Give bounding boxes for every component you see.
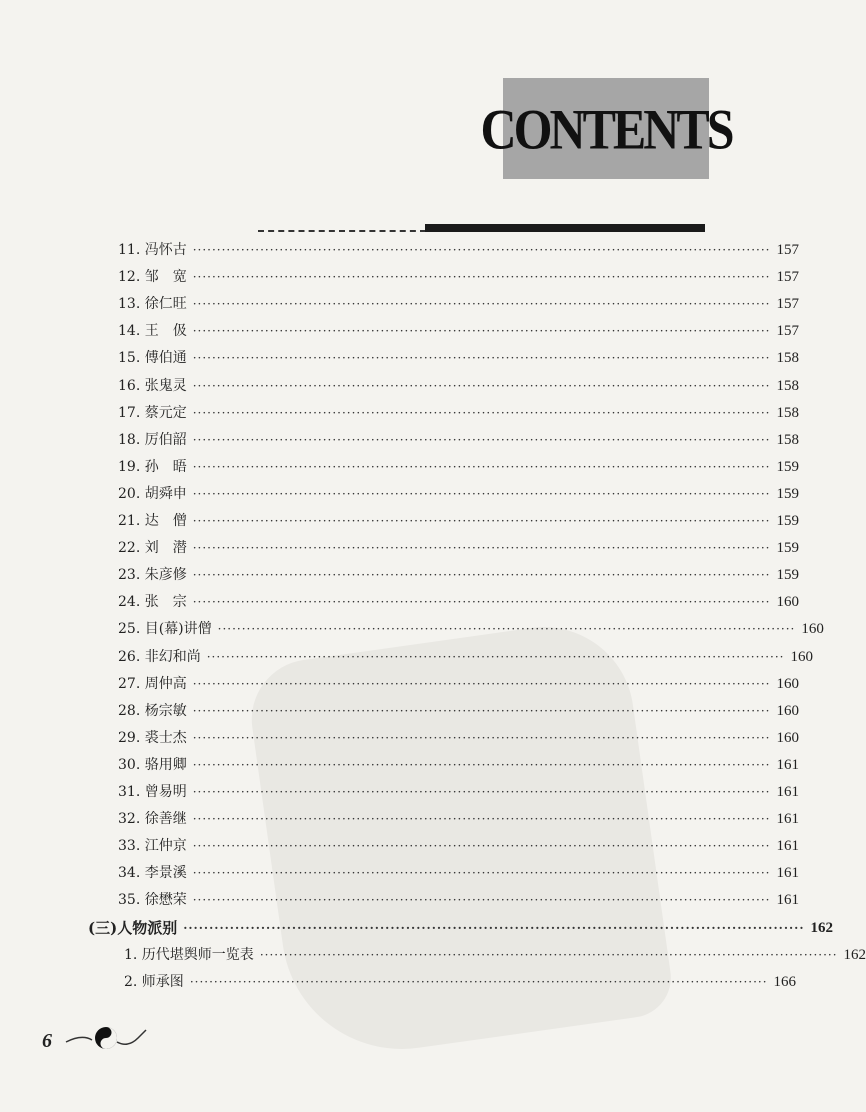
toc-entry-label: 19. 孙 晤 bbox=[118, 458, 187, 475]
dot-leader: ························································································································ bbox=[192, 568, 771, 583]
toc-entry-label: 16. 张鬼灵 bbox=[118, 377, 187, 394]
toc-entry-page: 157 bbox=[776, 242, 799, 258]
dot-leader: ························································································································ bbox=[192, 866, 771, 881]
toc-entry-label: 14. 王 伋 bbox=[118, 323, 187, 340]
yin-yang-icon bbox=[62, 1016, 152, 1056]
dot-leader: ························································································································ bbox=[217, 622, 796, 637]
toc-entry-page: 161 bbox=[776, 811, 799, 828]
toc-entry[interactable] bbox=[118, 508, 799, 534]
dot-leader: ························································································································ bbox=[192, 270, 771, 285]
toc-entry-page: 159 bbox=[776, 485, 799, 502]
toc-entry-page: 161 bbox=[776, 784, 799, 800]
toc-entry[interactable] bbox=[118, 752, 799, 778]
dot-leader: ························································································································ bbox=[192, 785, 771, 799]
toc-entry[interactable] bbox=[118, 400, 799, 426]
toc-entry-label: 21. 达 僧 bbox=[118, 513, 187, 529]
toc-subentry[interactable] bbox=[124, 942, 866, 968]
toc-entry[interactable] bbox=[118, 644, 813, 670]
toc-entry-label: 13. 徐仁旺 bbox=[118, 296, 187, 313]
toc-entry-label: 34. 李景溪 bbox=[118, 865, 187, 882]
toc-entry[interactable] bbox=[118, 318, 799, 344]
page-number: 6 bbox=[42, 1030, 52, 1052]
dot-leader: ························································································································ bbox=[192, 297, 771, 312]
dot-leader: ························································································································ bbox=[259, 947, 838, 962]
toc-entry[interactable] bbox=[118, 264, 799, 290]
toc-entry-page: 161 bbox=[776, 756, 799, 773]
toc-entry-page: 158 bbox=[776, 431, 799, 448]
toc-entry[interactable] bbox=[118, 427, 799, 453]
dot-leader: ························································································································ bbox=[206, 649, 785, 664]
toc-entry-page: 162 bbox=[810, 919, 834, 936]
toc-entry-label: 23. 朱彦修 bbox=[118, 567, 187, 584]
toc-entry[interactable] bbox=[118, 860, 799, 886]
toc-section[interactable] bbox=[88, 915, 834, 941]
toc-entry-label: 28. 杨宗敏 bbox=[118, 702, 187, 719]
toc-entry-page: 160 bbox=[776, 675, 799, 692]
toc-entry-page: 160 bbox=[776, 729, 799, 746]
dot-leader: ························································································································ bbox=[192, 730, 771, 745]
toc-entry[interactable] bbox=[118, 806, 799, 832]
dot-leader: ························································································································ bbox=[192, 514, 771, 528]
toc-entry-page: 161 bbox=[776, 865, 799, 882]
dot-leader: ························································································································ bbox=[183, 920, 805, 935]
toc-entry-page: 166 bbox=[773, 973, 797, 990]
dot-leader: ························································································································ bbox=[192, 839, 771, 854]
dot-leader: ························································································································ bbox=[192, 893, 771, 908]
toc-entry-label: 25. 目(幕)讲僧 bbox=[118, 621, 212, 638]
toc-entry[interactable] bbox=[118, 725, 799, 751]
toc-entry-page: 160 bbox=[776, 702, 799, 719]
toc-entry-label: 33. 江仲京 bbox=[118, 838, 187, 855]
dot-leader: ························································································································ bbox=[192, 243, 771, 257]
toc-entry-label: (三)人物派别 bbox=[88, 918, 178, 937]
solid-rule bbox=[425, 224, 705, 232]
dot-leader: ························································································································ bbox=[192, 676, 771, 691]
dot-leader: ························································································································ bbox=[192, 812, 771, 827]
toc-entry[interactable] bbox=[118, 698, 799, 724]
toc-entry[interactable] bbox=[118, 237, 799, 263]
toc-entry[interactable] bbox=[118, 671, 799, 697]
toc-entry-page: 160 bbox=[790, 648, 813, 665]
toc-entry-label: 35. 徐懋荣 bbox=[118, 892, 187, 909]
dot-leader: ························································································································ bbox=[192, 541, 771, 556]
toc-entry-page: 158 bbox=[776, 404, 799, 421]
toc-entry-label: 31. 曾易明 bbox=[118, 784, 187, 800]
toc-entry-page: 158 bbox=[776, 350, 799, 367]
dot-leader: ························································································································ bbox=[192, 405, 771, 420]
toc-entry-label: 15. 傅伯通 bbox=[118, 350, 187, 367]
toc-entry-label: 20. 胡舜申 bbox=[118, 485, 187, 502]
toc-entry-page: 160 bbox=[801, 621, 824, 638]
toc-entry-label: 26. 非幻和尚 bbox=[118, 648, 201, 665]
toc-entry-page: 158 bbox=[776, 377, 799, 394]
toc-entry-label: 17. 蔡元定 bbox=[118, 404, 187, 421]
dot-leader: ························································································································ bbox=[192, 378, 771, 393]
toc-entry-page: 161 bbox=[776, 892, 799, 909]
toc-entry-label: 12. 邹 宽 bbox=[118, 269, 187, 286]
toc-entry[interactable] bbox=[118, 589, 799, 615]
toc-entry-label: 32. 徐善继 bbox=[118, 811, 187, 828]
dot-leader: ························································································································ bbox=[192, 595, 771, 610]
toc-entry-label: 27. 周仲高 bbox=[118, 675, 187, 692]
dot-leader: ························································································································ bbox=[192, 459, 771, 474]
toc-entry[interactable] bbox=[118, 887, 799, 913]
dot-leader: ························································································································ bbox=[192, 703, 771, 718]
toc-entry-page: 159 bbox=[776, 567, 799, 584]
toc-entry-page: 157 bbox=[776, 323, 799, 340]
dot-leader: ························································································································ bbox=[192, 757, 771, 772]
toc-entry-label: 2. 师承图 bbox=[124, 973, 184, 990]
toc-entry-page: 157 bbox=[776, 296, 799, 313]
toc-entry-label: 18. 厉伯韶 bbox=[118, 431, 187, 448]
toc-entry[interactable] bbox=[118, 481, 799, 507]
page-title: CONTENTS bbox=[480, 96, 732, 161]
toc-entry[interactable] bbox=[118, 373, 799, 399]
toc-subentry[interactable] bbox=[124, 969, 797, 995]
toc-entry[interactable] bbox=[118, 562, 799, 588]
toc-entry-label: 30. 骆用卿 bbox=[118, 756, 187, 773]
toc-entry[interactable] bbox=[118, 779, 799, 805]
toc-entry-label: 22. 刘 潜 bbox=[118, 540, 187, 557]
dot-leader: ························································································································ bbox=[192, 486, 771, 501]
toc-entry[interactable] bbox=[118, 833, 799, 859]
toc-entry[interactable] bbox=[118, 535, 799, 561]
toc-entry[interactable] bbox=[118, 454, 799, 480]
toc-entry-label: 11. 冯怀古 bbox=[118, 242, 187, 258]
toc-entry[interactable] bbox=[118, 291, 799, 317]
toc-entry-label: 1. 历代堪舆师一览表 bbox=[124, 946, 254, 963]
toc-entry-page: 157 bbox=[776, 269, 799, 286]
toc-entry-label: 24. 张 宗 bbox=[118, 594, 187, 611]
toc-entry[interactable] bbox=[118, 616, 824, 642]
toc-entry-label: 29. 裘士杰 bbox=[118, 729, 187, 746]
dot-leader: ························································································································ bbox=[189, 974, 768, 989]
dot-leader: ························································································································ bbox=[192, 324, 771, 339]
toc-entry-page: 159 bbox=[776, 458, 799, 475]
toc-entry-page: 161 bbox=[776, 838, 799, 855]
toc-entry-page: 162 bbox=[843, 946, 866, 963]
toc-entry-page: 159 bbox=[776, 513, 799, 529]
dot-leader: ························································································································ bbox=[192, 432, 771, 447]
toc-entry[interactable] bbox=[118, 345, 799, 371]
dot-leader: ························································································································ bbox=[192, 351, 771, 366]
toc-entry-page: 160 bbox=[776, 594, 799, 611]
toc-entry-page: 159 bbox=[776, 540, 799, 557]
